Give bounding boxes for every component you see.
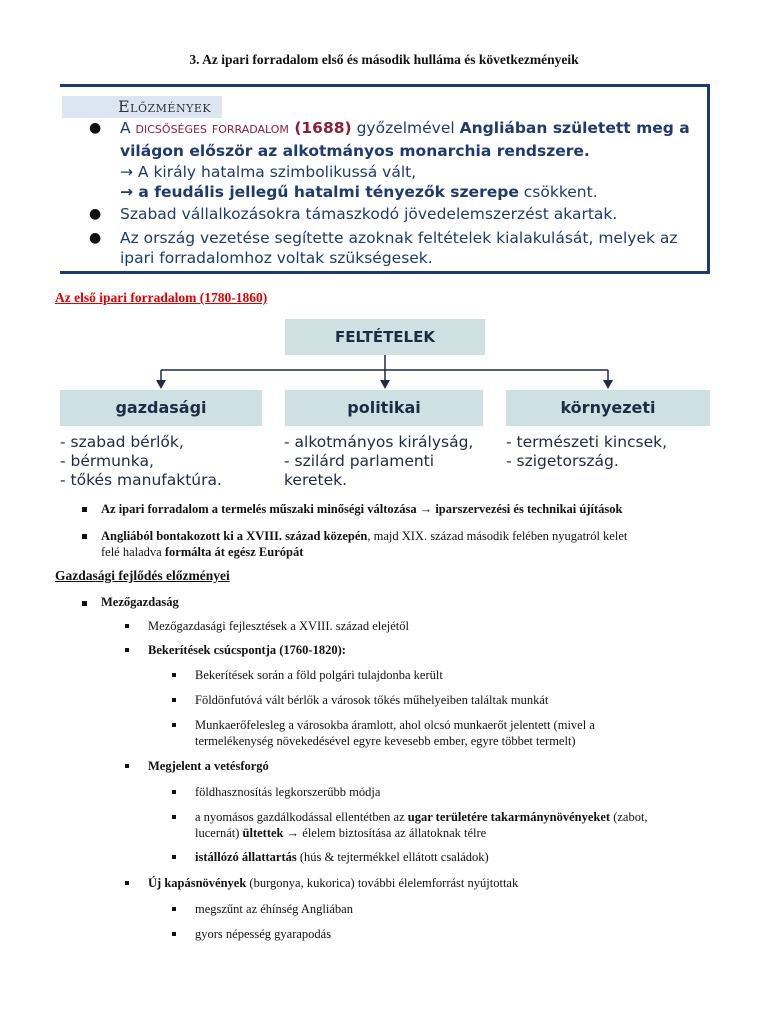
text-fragment: , majd XIX. század második felében nyugatról kelet [367,529,628,543]
square-bullet-icon [172,855,176,859]
bekerites-item-1: Bekerítések során a föld polgári tulajdonba került [195,668,443,682]
text-fragment: (zabot, [610,810,648,824]
dicsoseges-forradalom: dicsőséges forradalom [135,119,289,137]
elozmenyek-point-3-line-2: ipari forradalomhoz voltak szükségesek. [120,249,433,267]
bekeritesek-csucspontja: Bekerítések csúcspontja (1760-1820): [148,643,346,657]
text-fragment: Munkaerőfelesleg a városokba áramlott, ahol olcsó munkaerőt jelentett (mivel a [195,718,595,732]
category-gazdasagi: gazdasági [60,390,262,426]
text-fragment: termelékenység növekedésével egyre kevesebb ember, egyre többet termelt) [195,734,576,748]
bullet-icon: ● [89,230,102,246]
text-fragment: ugar területére takarmánynövényeket [407,810,611,824]
text-fragment: világon először az alkotmányos monarchia rendszere. [120,142,590,160]
text-fragment: lucernát) [195,826,243,840]
bekerites-item-2: Földönfutóvá vált bérlők a városok tőkés műhelyeiben találtak munkát [195,693,549,707]
square-bullet-icon [82,534,87,539]
list-item: - szilárd parlamenti [284,452,435,470]
list-item: - tőkés manufaktúra. [60,471,222,489]
mezogazdasag: Mezőgazdaság [101,595,179,609]
square-bullet-icon [172,723,176,727]
elozmenyek-point-3-line-1: Az ország vezetése segítette azoknak feltételek kialakulását, melyek az [120,229,678,247]
category-kornyezeti: környezeti [506,390,710,426]
square-bullet-icon [172,907,176,911]
text-fragment: A [120,119,136,137]
kornyezeti-list [506,433,667,471]
list-item: - alkotmányos királyság, [284,433,474,451]
square-bullet-icon [125,648,129,652]
list-item: - bérmunka, [60,452,154,470]
arrow-down-icon [380,380,390,389]
vetesforgo-item-1: földhasznosítás legkorszerűbb módja [195,785,381,799]
square-bullet-icon [172,932,176,936]
list-item: keretek. [284,471,348,489]
square-bullet-icon [82,601,87,606]
text-fragment: → A király hatalma szimbolikussá vált, [120,163,417,181]
vetesforgo-item-2 [195,809,648,841]
feltetelek-box: FELTÉTELEK [285,319,485,355]
gazdasagi-list [60,433,222,490]
square-bullet-icon [125,881,129,885]
vetesforgo: Megjelent a vetésforgó [148,759,269,773]
elozmenyek-heading: Előzmények [118,97,212,116]
square-bullet-icon [172,698,176,702]
kapasnovenyek-item-1: megszűnt az éhínség Angliában [195,902,353,916]
first-industrial-revolution-heading: Az első ipari forradalom (1780-1860) [55,290,268,305]
list-item: - természeti kincsek, [506,433,668,451]
square-bullet-icon [125,764,129,768]
bullet-icon: ● [89,206,102,222]
text-fragment: → a feudális jellegű hatalmi tényezők szerepe [120,183,519,201]
diagram-connectors [0,0,768,440]
text-fragment: Új kapásnövények [148,876,247,890]
mezogazdasag-item-1: Mezőgazdasági fejlesztések a XVIII. század elejétől [148,619,409,633]
politikai-list [284,433,473,490]
text-fragment: csökkent. [518,183,598,201]
text-fragment: (burgonya, kukorica) további élelemforrást nyújtottak [246,876,519,890]
bullet-icon: ● [89,120,102,136]
text-fragment: felé haladva [101,545,165,559]
square-bullet-icon [172,790,176,794]
arrow-down-icon [156,380,166,389]
text-fragment: → élelem biztosítása az állatoknak télre [283,826,487,840]
text-fragment: istállózó állattartás [195,850,297,864]
bekerites-item-3 [195,717,595,749]
text-fragment: Angliából bontakozott ki a XVIII. század közepén [101,529,368,543]
kapasnovenyek-item-2: gyors népesség gyarapodás [195,927,332,941]
category-politikai: politikai [285,390,483,426]
vetesforgo-item-3 [195,849,489,865]
elozmenyek-point-2: Szabad vállalkozásokra támaszkodó jövedelemszerzést akartak. [120,205,618,223]
text-fragment: (hús & tejtermékkel ellátott családok) [296,850,489,864]
document-title: 3. Az ipari forradalom első és második hulláma és következményeik [189,52,579,67]
point-2 [101,528,741,560]
point-1: Az ipari forradalom a termelés műszaki minőségi változása → iparszervezési és technikai újítások [101,502,623,516]
gazdasagi-fejlodes-heading: Gazdasági fejlődés előzményei [55,568,230,583]
text-fragment: győzelmével [351,119,460,137]
square-bullet-icon [172,673,176,677]
square-bullet-icon [82,507,87,512]
list-item: - szigetország. [506,452,619,470]
kapasnovenyek [148,875,518,891]
year-1688: (1688) [288,119,352,137]
text-fragment: ültettek [242,826,284,840]
text-fragment: a nyomásos gazdálkodással ellentétben az [195,810,408,824]
text-fragment: formálta át egész Európát [164,545,304,559]
text-fragment: Angliában született meg a [459,119,690,137]
square-bullet-icon [172,815,176,819]
square-bullet-icon [125,624,129,628]
arrow-down-icon [603,380,613,389]
list-item: - szabad bérlők, [60,433,184,451]
